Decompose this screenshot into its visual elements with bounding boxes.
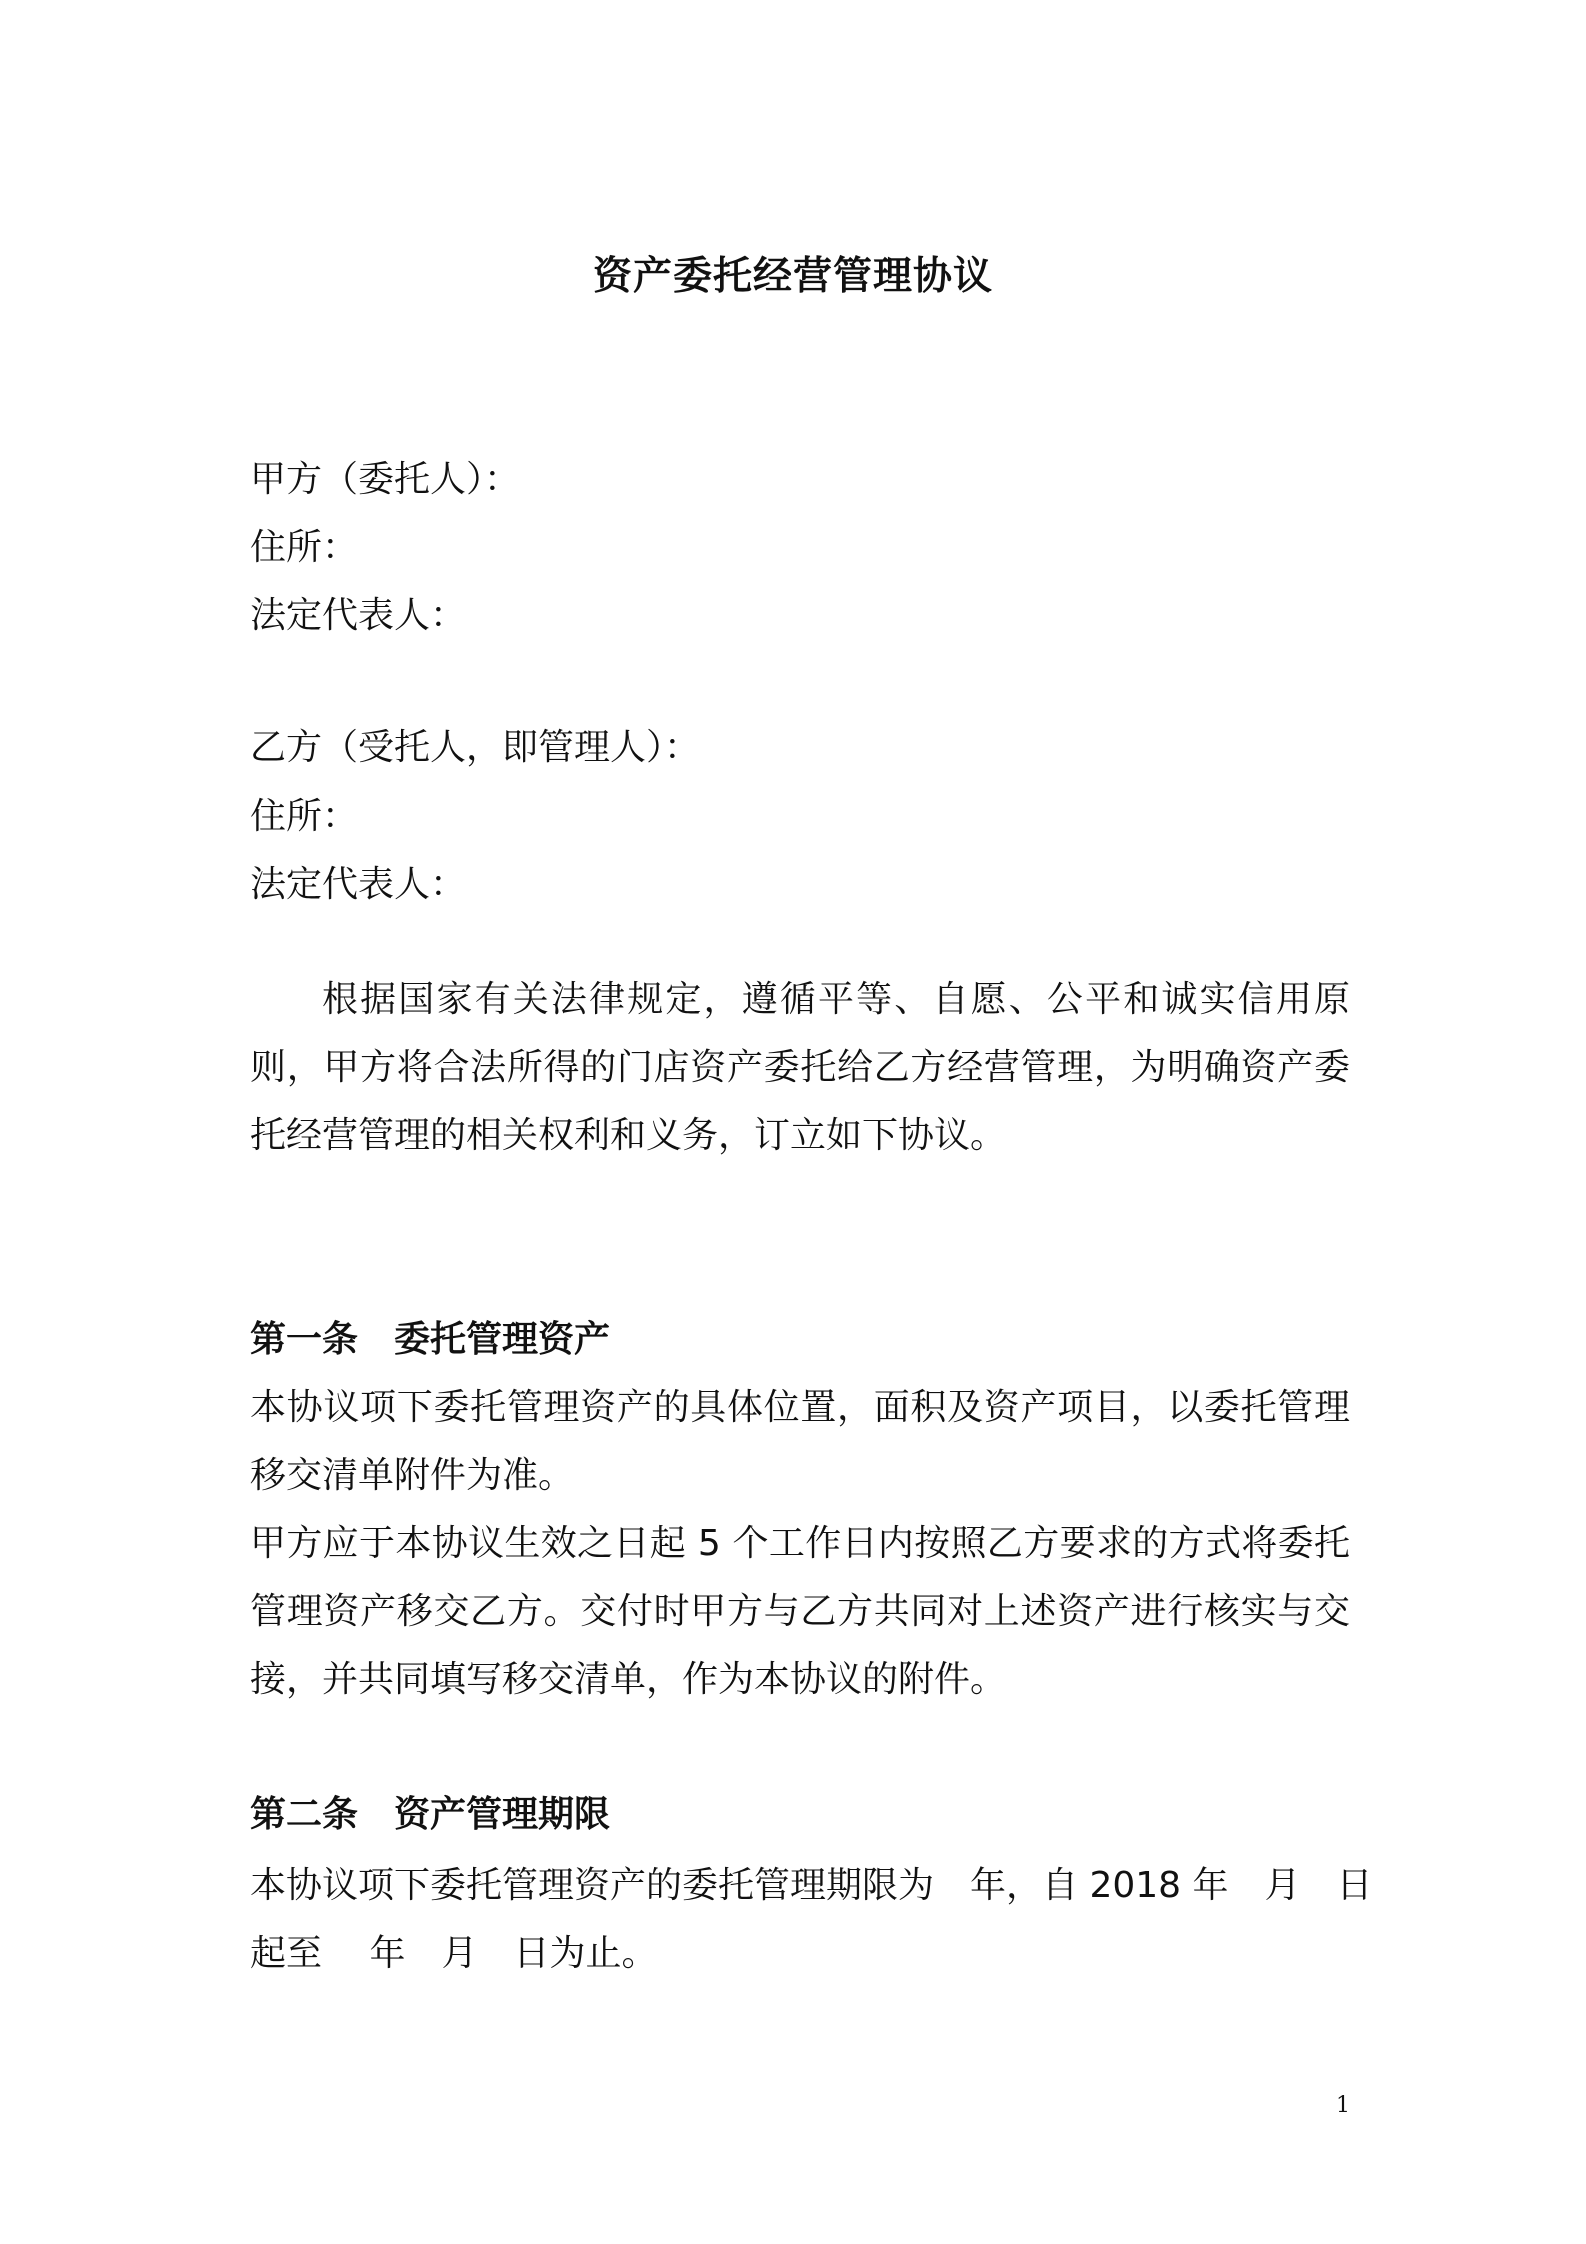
party-a-address: 住所： — [250, 527, 359, 568]
article-2-paragraph-line-2: 起至 年 月 日为止。 — [250, 1933, 658, 1974]
article-1-paragraph-1: 本协议项下委托管理资产的具体位置，面积及资产项目，以委托管理移交清单附件为准。 — [250, 1387, 1350, 1496]
party-b-legal-rep: 法定代表人： — [250, 864, 467, 905]
article-1-heading: 第一条 委托管理资产 — [250, 1319, 611, 1360]
party-b-label: 乙方（受托人，即管理人）： — [250, 727, 701, 768]
party-b-address: 住所： — [250, 796, 359, 837]
document-title: 资产委托经营管理协议 — [592, 254, 993, 299]
preamble-paragraph: 根据国家有关法律规定，遵循平等、自愿、公平和诚实信用原则，甲方将合法所得的门店资产委托给乙方经营管理，为明确资产委托经营管理的相关权利和义务，订立如下协议。 — [250, 979, 1350, 1156]
article-2-heading: 第二条 资产管理期限 — [250, 1794, 611, 1835]
page-number: 1 — [1336, 2093, 1350, 2118]
article-2-paragraph-line-1: 本协议项下委托管理资产的委托管理期限为 年，自 2018 年 月 日 — [250, 1865, 1373, 1906]
party-a-label: 甲方（委托人）： — [250, 459, 521, 500]
party-a-legal-rep: 法定代表人： — [250, 595, 467, 636]
article-1-paragraph-2: 甲方应于本协议生效之日起 5 个工作日内按照乙方要求的方式将委托管理资产移交乙方。交付时甲方与乙方共同对上述资产进行核实与交接，并共同填写移交清单，作为本协议的附件。 — [250, 1523, 1350, 1700]
